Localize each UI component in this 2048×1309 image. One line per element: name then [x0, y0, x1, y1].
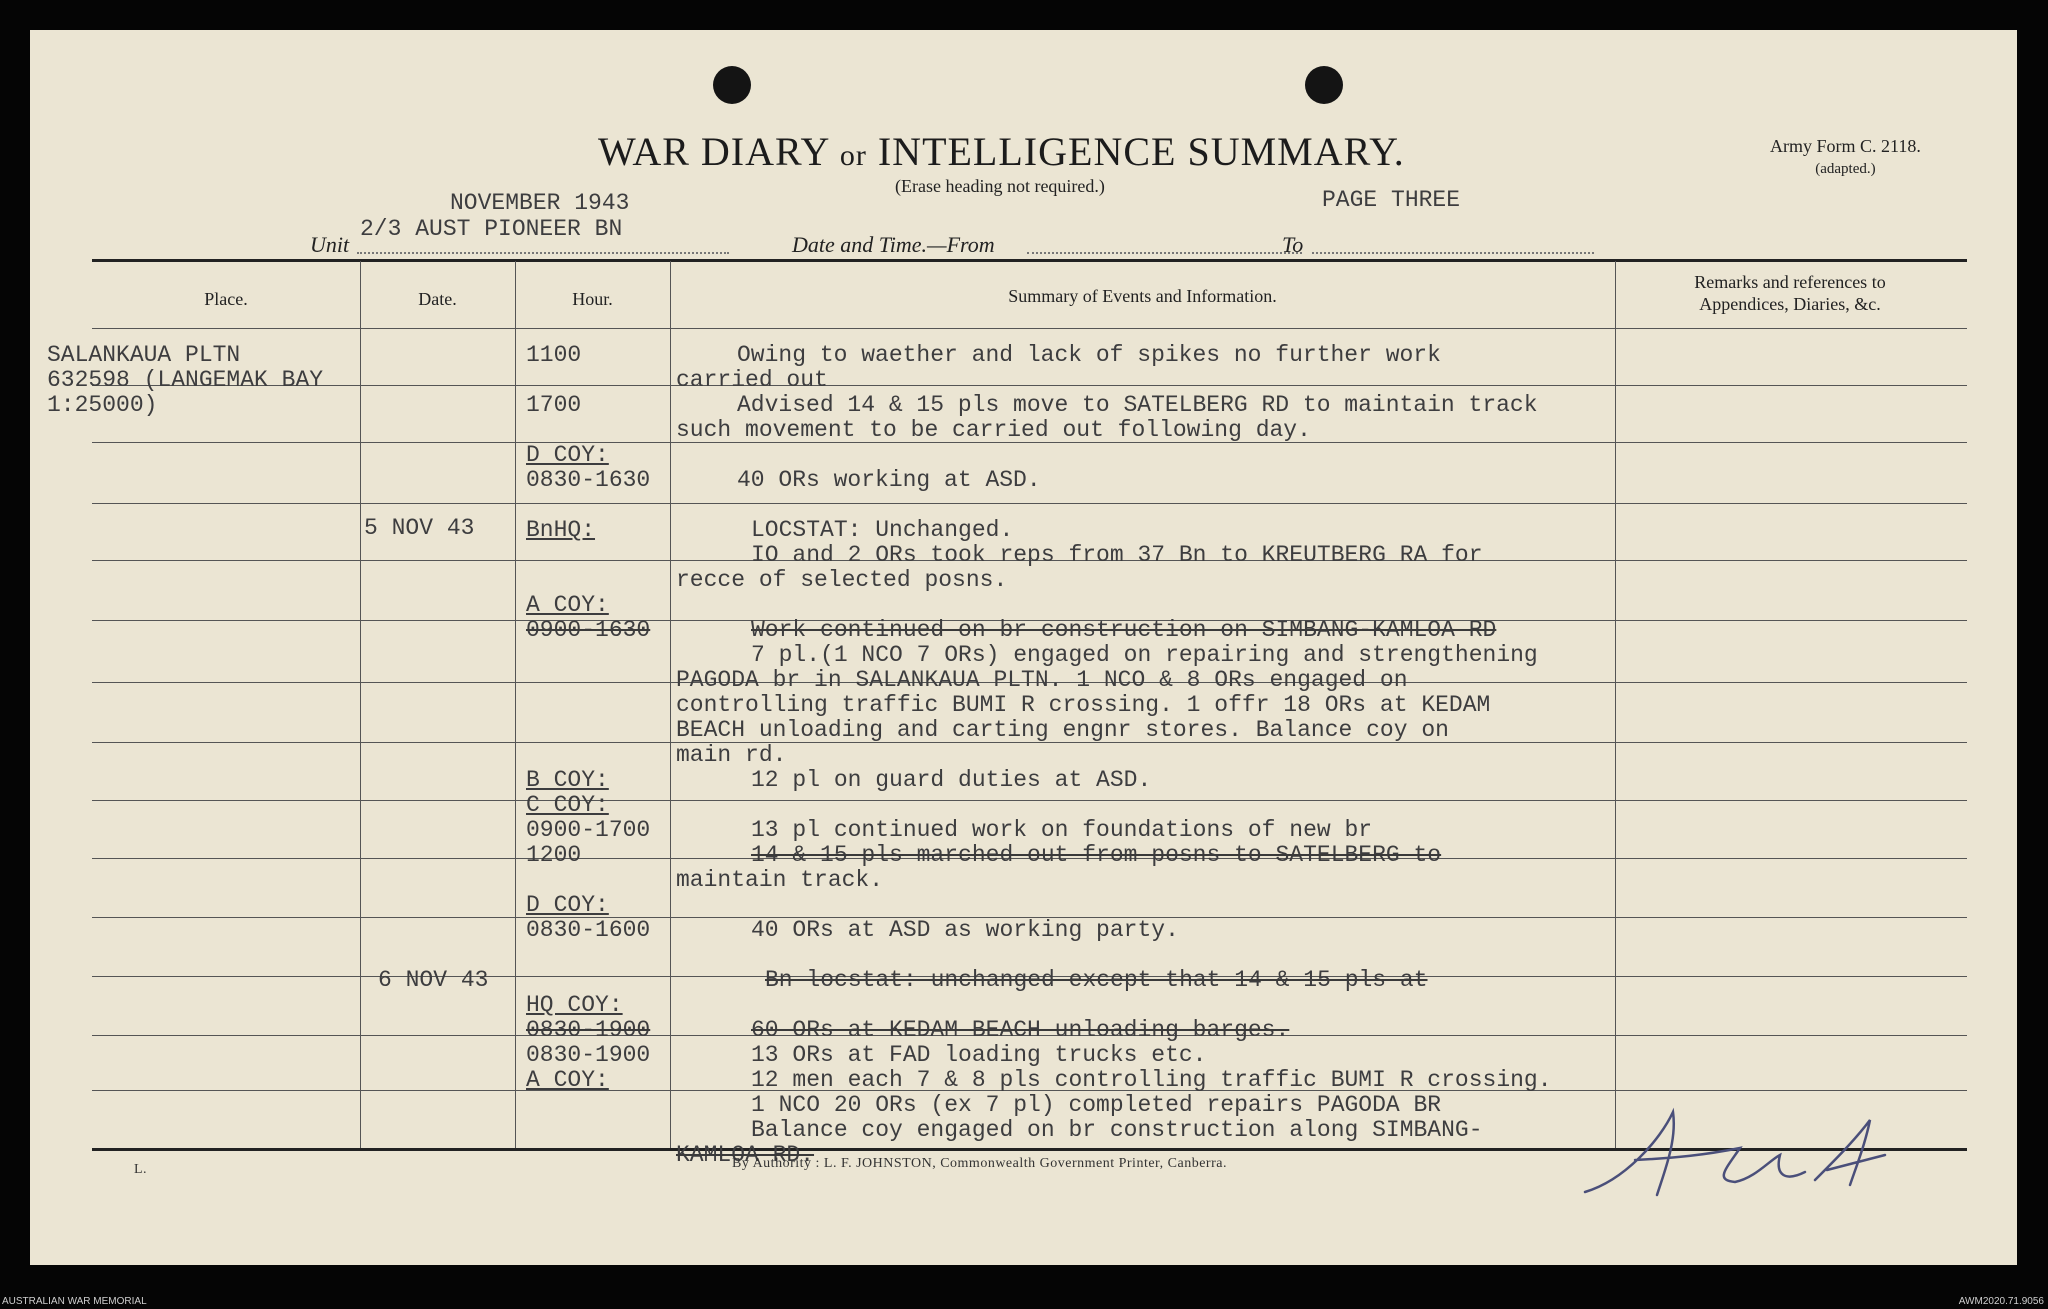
hour-cell: 0830-1900 — [526, 1017, 651, 1043]
hour-cell: 0900-1630 — [526, 617, 651, 643]
title-or: or — [839, 139, 867, 172]
summary-line: 12 men each 7 & 8 pls controlling traffic BUMI R crossing. — [751, 1067, 1552, 1093]
summary-line: LOCSTAT: Unchanged. — [751, 517, 1014, 543]
summary-line: Work continued on br construction on SIMBANG-KAMLOA RD — [751, 617, 1497, 643]
hour-cell: 0830-1600 — [526, 917, 651, 943]
place-line: SALANKAUA PLTN — [47, 342, 241, 368]
date-cell: 5 NOV 43 — [364, 515, 475, 541]
summary-line: such movement to be carried out following day. — [676, 417, 1311, 443]
footer-letter: L. — [134, 1162, 148, 1177]
archive-caption-left: AUSTRALIAN WAR MEMORIAL — [2, 1296, 147, 1307]
page-title — [598, 128, 1405, 175]
summary-line: 7 pl.(1 NCO 7 ORs) engaged on repairing and strengthening — [751, 642, 1538, 668]
column-divider — [1615, 261, 1616, 1148]
form-number-text: Army Form C. 2118. — [1770, 136, 1921, 156]
summary-line: BEACH unloading and carting engnr stores. Balance coy on — [676, 717, 1449, 743]
column-header-hour: Hour. — [572, 289, 613, 309]
column-divider — [360, 261, 361, 1148]
summary-line: carried out — [676, 367, 828, 393]
summary-line: 13 ORs at FAD loading trucks etc. — [751, 1042, 1207, 1068]
summary-line: main rd. — [676, 742, 787, 768]
table-top-rule — [92, 259, 1967, 262]
hour-cell: C COY: — [526, 792, 609, 818]
archive-caption-right: AWM2020.71.9056 — [1958, 1296, 2044, 1307]
date-from-label: Date and Time.—From — [792, 232, 995, 257]
title-war-diary: WAR DIARY — [598, 129, 829, 174]
hour-cell: 0830-1900 — [526, 1042, 651, 1068]
title-intelligence-summary: INTELLIGENCE SUMMARY. — [877, 129, 1405, 174]
hour-cell: BnHQ: — [526, 517, 596, 543]
column-header-summary: Summary of Events and Information. — [1008, 286, 1277, 306]
form-number — [1770, 136, 1921, 178]
printer-authority: By Authority : L. F. JOHNSTON, Commonwealth Government Printer, Canberra. — [732, 1156, 1227, 1171]
summary-line: PAGODA br in SALANKAUA PLTN. 1 NCO & 8 ORs engaged on — [676, 667, 1408, 693]
hour-cell: A COY: — [526, 1067, 609, 1093]
date-from-dotted-line — [1027, 252, 1302, 254]
hour-cell: A COY: — [526, 592, 609, 618]
unit-label: Unit — [310, 232, 350, 257]
summary-line: 14 & 15 pls marched out from posns to SATELBERG to — [751, 842, 1442, 868]
page-subtitle: (Erase heading not required.) — [895, 176, 1105, 196]
summary-line: Owing to waether and lack of spikes no further work — [737, 342, 1441, 368]
signature — [1565, 1100, 1895, 1210]
place-line: 1:25000) — [47, 392, 158, 418]
row-rule — [92, 800, 1967, 801]
hour-cell: 1100 — [526, 342, 582, 368]
unit-dotted-line — [357, 252, 729, 254]
hour-cell: D COY: — [526, 442, 609, 468]
summary-line: Balance coy engaged on br construction along SIMBANG- — [751, 1117, 1483, 1143]
war-diary-page — [30, 30, 2017, 1265]
diary-month: NOVEMBER 1943 — [450, 190, 630, 216]
row-rule — [92, 328, 1967, 329]
date-to-label: To — [1282, 232, 1304, 257]
column-header-place: Place. — [204, 289, 248, 309]
hour-cell: B COY: — [526, 767, 609, 793]
summary-line: maintain track. — [676, 867, 884, 893]
summary-line: 60 ORs at KEDAM BEACH unloading barges. — [751, 1017, 1290, 1043]
row-rule — [92, 385, 1967, 386]
summary-line: 12 pl on guard duties at ASD. — [751, 767, 1152, 793]
summary-line: 40 ORs working at ASD. — [737, 467, 1041, 493]
summary-line: 40 ORs at ASD as working party. — [751, 917, 1179, 943]
summary-line: IO and 2 ORs took reps from 37 Bn to KREUTBERG RA for — [751, 542, 1483, 568]
hour-cell: 0900-1700 — [526, 817, 651, 843]
punch-hole — [1305, 66, 1343, 104]
form-note: (adapted.) — [1815, 161, 1876, 177]
place-line: 632598 (LANGEMAK BAY — [47, 367, 324, 393]
summary-line: Bn locstat: unchanged except that 14 & 15 pls at — [765, 967, 1428, 993]
unit-value: 2/3 AUST PIONEER BN — [360, 216, 623, 242]
summary-line: KAMLOA RD. — [676, 1142, 815, 1168]
column-header-remarks: Remarks and references to Appendices, Diaries, &c. — [1694, 272, 1886, 314]
hour-cell: 0830-1630 — [526, 467, 651, 493]
column-header-date: Date. — [418, 289, 457, 309]
hour-cell: D COY: — [526, 892, 609, 918]
date-to-dotted-line — [1312, 252, 1594, 254]
summary-line: 1 NCO 20 ORs (ex 7 pl) completed repairs PAGODA BR — [751, 1092, 1442, 1118]
column-divider — [670, 261, 671, 1148]
hour-cell: 1200 — [526, 842, 582, 868]
row-rule — [92, 503, 1967, 504]
hour-cell: 1700 — [526, 392, 582, 418]
summary-line: recce of selected posns. — [676, 567, 1008, 593]
page-number: PAGE THREE — [1322, 187, 1461, 213]
punch-hole — [713, 66, 751, 104]
column-divider — [515, 261, 516, 1148]
summary-line: Advised 14 & 15 pls move to SATELBERG RD to maintain track — [737, 392, 1538, 418]
summary-line: 13 pl continued work on foundations of new br — [751, 817, 1373, 843]
summary-line: controlling traffic BUMI R crossing. 1 offr 18 ORs at KEDAM — [676, 692, 1491, 718]
hour-cell: HQ COY: — [526, 992, 623, 1018]
date-cell: 6 NOV 43 — [378, 967, 489, 993]
